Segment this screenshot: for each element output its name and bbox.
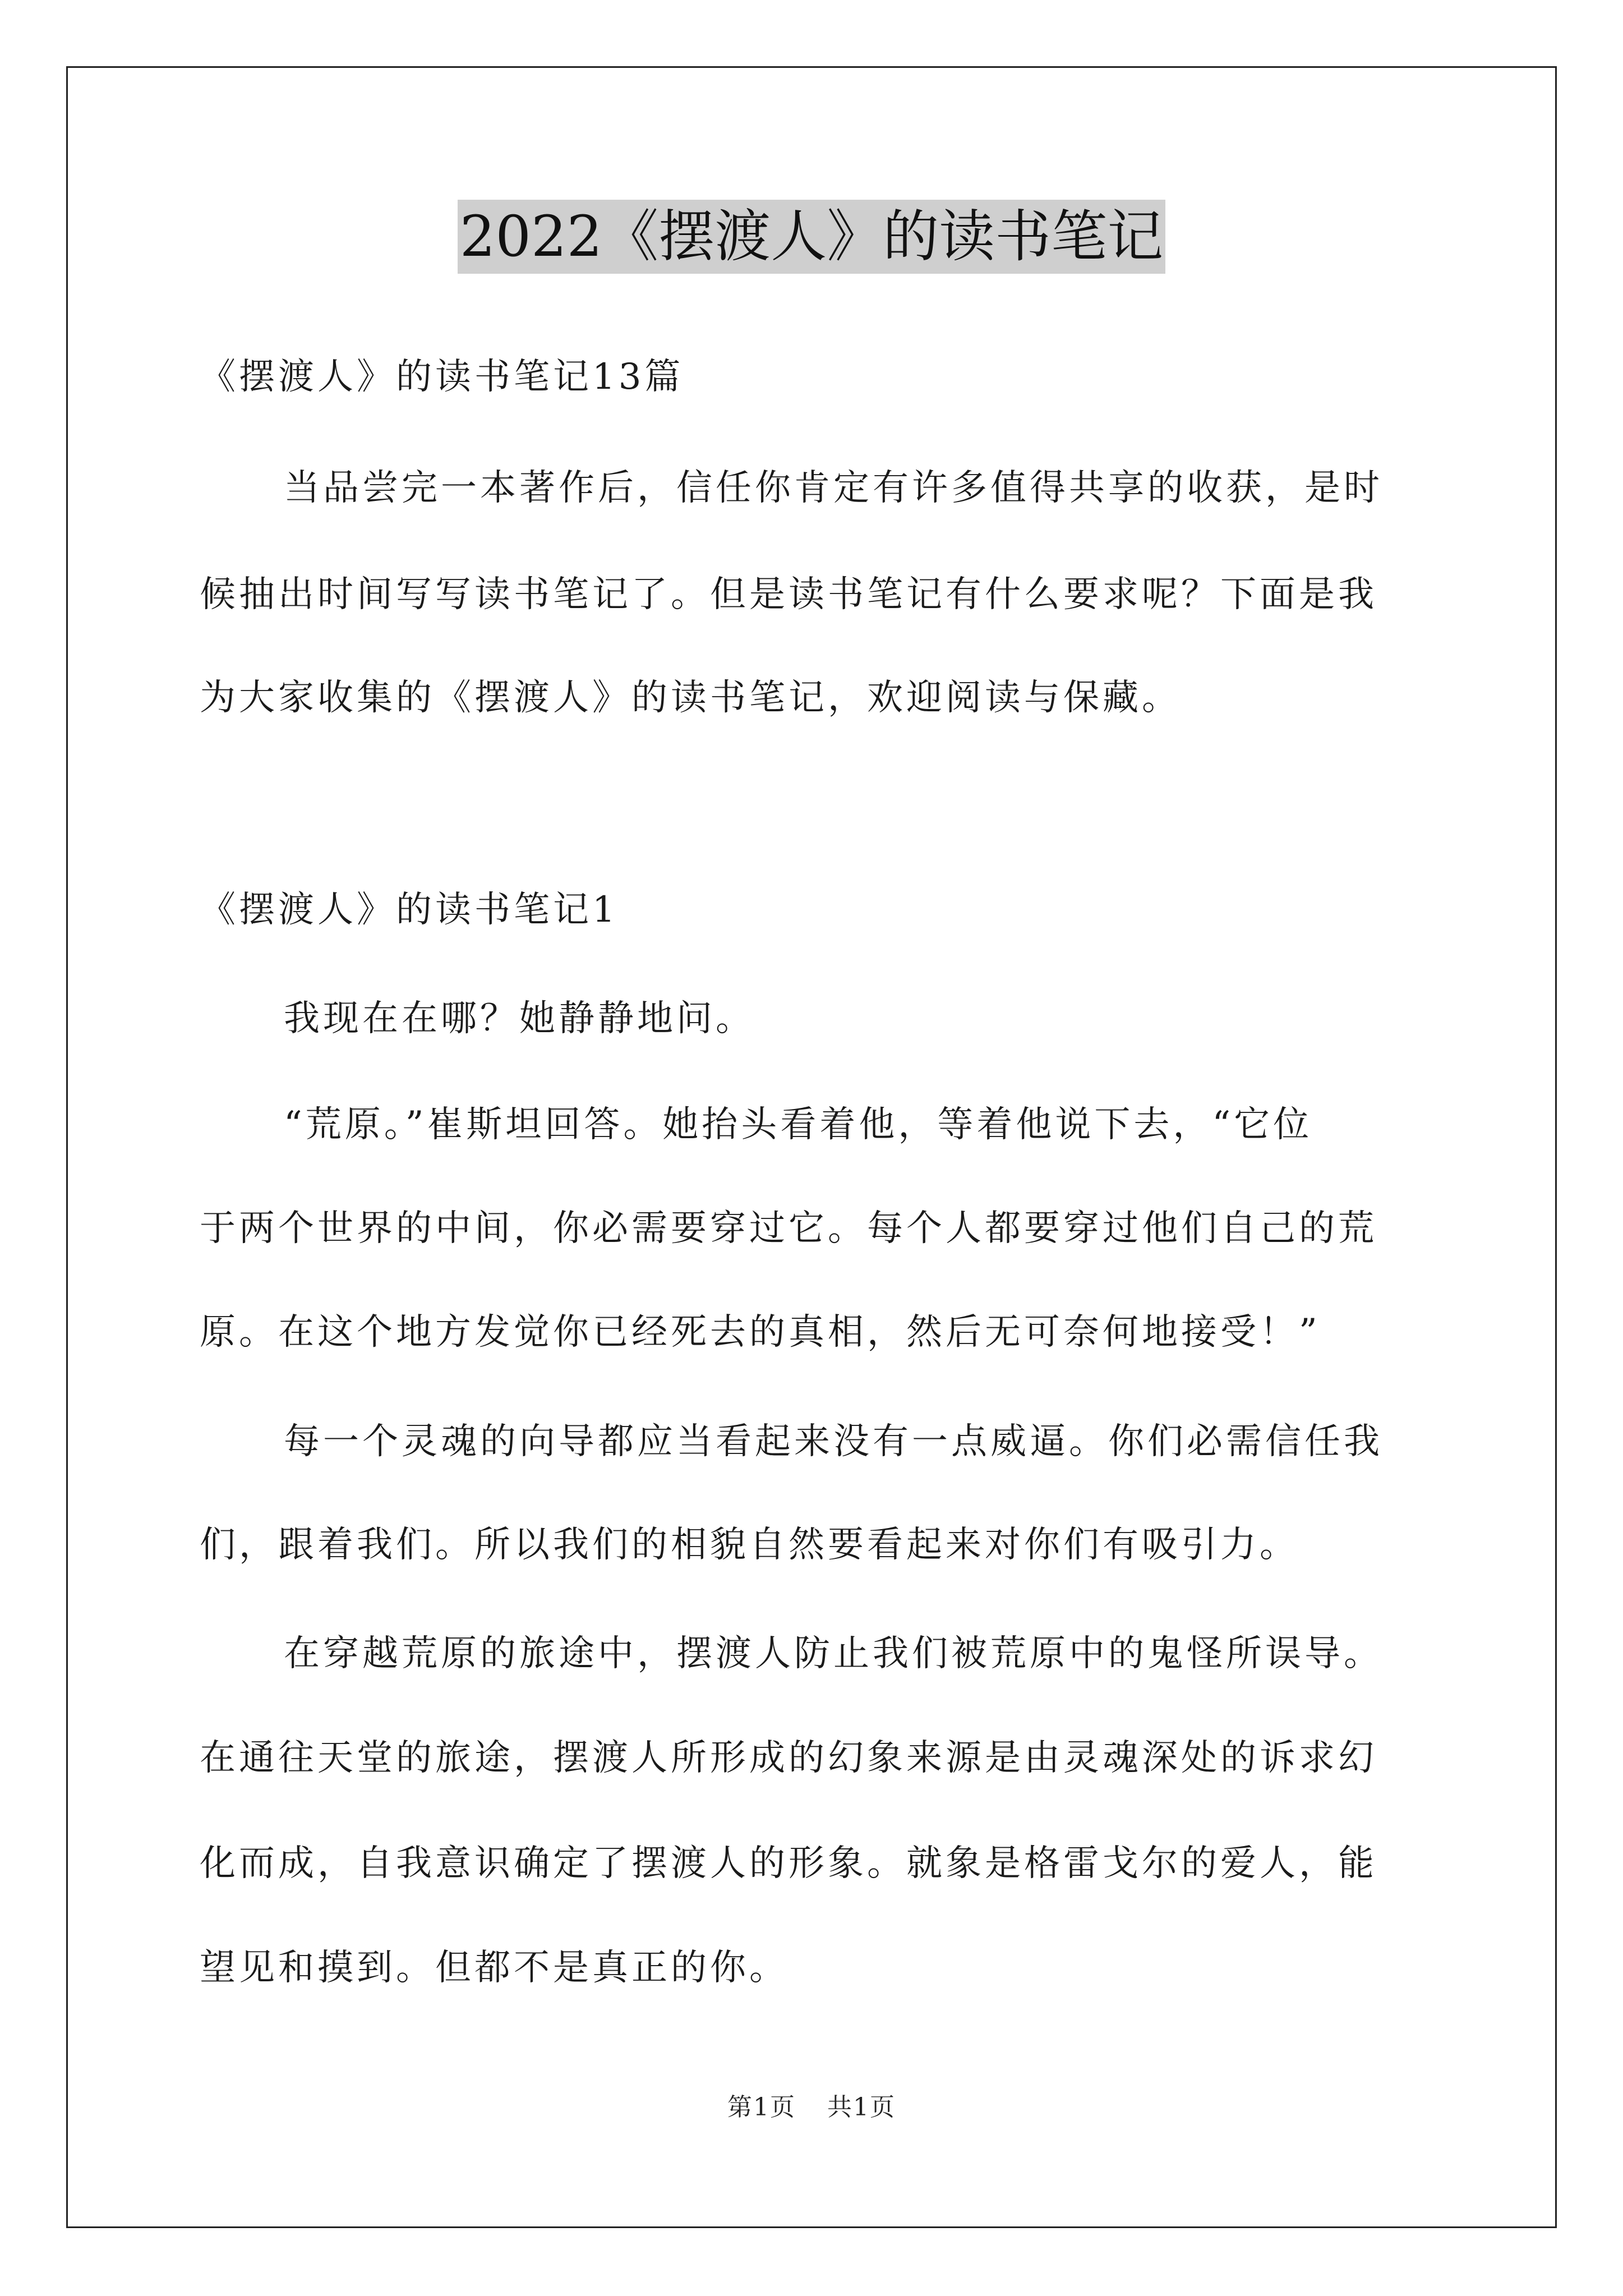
subtitle: 《摆渡人》的读书笔记13篇 bbox=[200, 356, 684, 398]
paragraph-line: “荒原。”崔斯坦回答。她抬头看着他，等着他说下去，“它位 bbox=[284, 1104, 1313, 1145]
paragraph-line: 每一个灵魂的向导都应当看起来没有一点威逼。你们必需信任我 bbox=[284, 1421, 1383, 1462]
paragraph-line: 在通往天堂的旅途，摆渡人所形成的幻象来源是由灵魂深处的诉求幻 bbox=[200, 1737, 1377, 1779]
paragraph-line: 化而成，自我意识确定了摆渡人的形象。就象是格雷戈尔的爱人，能 bbox=[200, 1843, 1377, 1884]
page-number-current: 第1页 bbox=[727, 2093, 796, 2122]
paragraph-line: 们，跟着我们。所以我们的相貌自然要看起来对你们有吸引力。 bbox=[200, 1524, 1299, 1566]
paragraph-line: 于两个世界的中间，你必需要穿过它。每个人都要穿过他们自己的荒 bbox=[200, 1208, 1377, 1249]
paragraph-line: 望见和摸到。但都不是真正的你。 bbox=[200, 1947, 789, 1989]
paragraph-line: 我现在在哪？她静静地问。 bbox=[284, 998, 755, 1039]
section-heading: 《摆渡人》的读书笔记1 bbox=[200, 889, 619, 931]
intro-line: 候抽出时间写写读书笔记了。但是读书笔记有什么要求呢？下面是我 bbox=[200, 574, 1377, 615]
title-container bbox=[0, 200, 1623, 274]
intro-line: 当品尝完一本著作后，信任你肯定有许多值得共享的收获，是时 bbox=[284, 467, 1383, 509]
paragraph-line: 在穿越荒原的旅途中，摆渡人防止我们被荒原中的鬼怪所误导。 bbox=[284, 1633, 1383, 1674]
intro-line: 为大家收集的《摆渡人》的读书笔记，欢迎阅读与保藏。 bbox=[200, 677, 1181, 719]
page-footer bbox=[0, 2087, 1623, 2123]
page-number-total: 共1页 bbox=[827, 2093, 896, 2122]
paragraph-line: 原。在这个地方发觉你已经死去的真相，然后无可奈何地接受！” bbox=[200, 1312, 1321, 1353]
document-title: 2022《摆渡人》的读书笔记 bbox=[458, 200, 1166, 274]
